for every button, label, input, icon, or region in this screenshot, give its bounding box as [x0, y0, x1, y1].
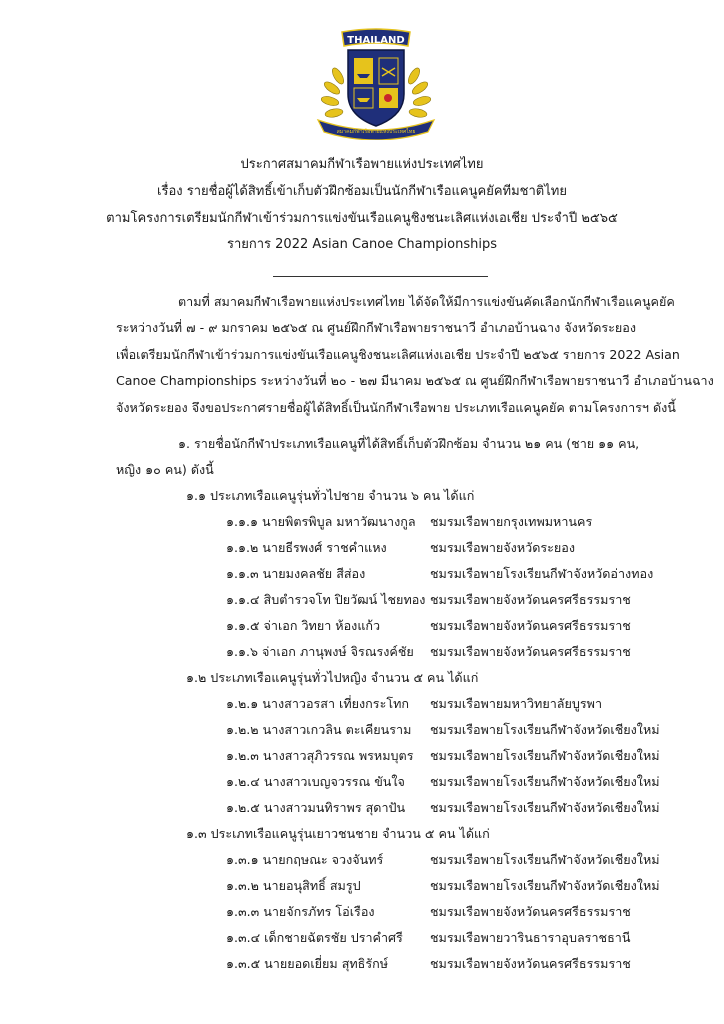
athlete-club: ชมรมเรือพายโรงเรียนกีฬาจังหวัดเชียงใหม่ [430, 878, 660, 893]
athlete-club: ชมรมเรือพายวารินธาราอุบลราชธานี [430, 930, 631, 945]
announcement-event: รายการ 2022 Asian Canoe Championships [226, 237, 498, 252]
athlete-name: ๑.๒.๔ นางสาวเบญจวรรณ ขันใจ [226, 774, 405, 789]
athlete-club: ชมรมเรือพายโรงเรียนกีฬาจังหวัดอ่างทอง [430, 566, 654, 581]
athlete-name: ๑.๑.๔ สิบตำรวจโท ปิยวัฒน์ ไชยทอง [226, 592, 426, 607]
intro-line: Canoe Championships ระหว่างวันที่ ๒๐ - ๒๗ มีนาคม ๒๕๖๕ ณ ศูนย์ฝึกกีฬาเรือพายราชนาวี อำเภอบ้านฉาง [116, 373, 714, 388]
announcement-project: ตามโครงการเตรียมนักกีฬาเข้าร่วมการแข่งขันเรือแคนูชิงชนะเลิศแห่งเอเชีย ประจำปี ๒๕๖๕ [106, 211, 618, 226]
item-1-heading-cont: หญิง ๑๐ คน) ดังนี้ [116, 462, 214, 477]
athlete-name: ๑.๓.๑ นายกฤษณะ จวงจันทร์ [226, 852, 384, 867]
athlete-club: ชมรมเรือพายจังหวัดนครศรีธรรมราช [430, 592, 631, 607]
athlete-name: ๑.๑.๕ จ่าเอก วิทยา ห้องแก้ว [226, 618, 381, 633]
header-divider [273, 276, 488, 277]
athlete-name: ๑.๑.๓ นายมงคลชัย สีส่อง [226, 566, 366, 581]
intro-line: ตามที่ สมาคมกีฬาเรือพายแห่งประเทศไทย ได้จัดให้มีการแข่งขันคัดเลือกนักกีฬาเรือแคนูคยัค [178, 294, 675, 309]
athlete-name: ๑.๓.๕ นายยอดเยี่ยม สุทธิรักษ์ [226, 956, 389, 971]
athlete-club: ชมรมเรือพายโรงเรียนกีฬาจังหวัดเชียงใหม่ [430, 722, 660, 737]
association-logo [308, 28, 444, 140]
athlete-name: ๑.๑.๑ นายพิตรพิบูล มหาวัฒนางกูล [226, 514, 416, 529]
item-1-heading: ๑. รายชื่อนักกีฬาประเภทเรือแคนูที่ได้สิทธิ์เก็บตัวฝึกซ้อม จำนวน ๒๑ คน (ชาย ๑๑ คน, [178, 436, 640, 451]
athlete-name: ๑.๓.๔ เด็กชายฉัตรชัย ปราคำศรี [226, 930, 403, 945]
athlete-name: ๑.๑.๖ จ่าเอก ภานุพงษ์ จิรณรงค์ชัย [226, 644, 414, 659]
section-title: ๑.๓ ประเภทเรือแคนูรุ่นเยาวชนชาย จำนวน ๕ คน ได้แก่ [186, 826, 490, 841]
athlete-club: ชมรมเรือพายมหาวิทยาลัยบูรพา [430, 696, 603, 711]
athlete-club: ชมรมเรือพายจังหวัดนครศรีธรรมราช [430, 904, 631, 919]
logo-ribbon-text: สมาคมกีฬาเรือพายแห่งประเทศไทย [336, 129, 416, 135]
athlete-club: ชมรมเรือพายโรงเรียนกีฬาจังหวัดเชียงใหม่ [430, 748, 660, 763]
athlete-club: ชมรมเรือพายโรงเรียนกีฬาจังหวัดเชียงใหม่ [430, 852, 660, 867]
logo-banner-text: THAILAND [347, 35, 405, 46]
athlete-name: ๑.๓.๓ นายจักรภัทร โอ่เรือง [226, 904, 375, 919]
athlete-name: ๑.๒.๕ นางสาวมนทิราพร สุดาปัน [226, 800, 406, 815]
athlete-club: ชมรมเรือพายโรงเรียนกีฬาจังหวัดเชียงใหม่ [430, 774, 660, 789]
athlete-club: ชมรมเรือพายโรงเรียนกีฬาจังหวัดเชียงใหม่ [430, 800, 660, 815]
athlete-name: ๑.๓.๒ นายอนุสิทธิ์ สมรูป [226, 878, 361, 893]
athlete-club: ชมรมเรือพายจังหวัดระยอง [430, 540, 576, 555]
athlete-name: ๑.๒.๒ นางสาวเกวลิน ตะเคียนราม [226, 722, 412, 737]
section-title: ๑.๑ ประเภทเรือแคนูรุ่นทั่วไปชาย จำนวน ๖ คน ได้แก่ [186, 488, 475, 503]
section-title: ๑.๒ ประเภทเรือแคนูรุ่นทั่วไปหญิง จำนวน ๕ คน ได้แก่ [186, 670, 479, 685]
athlete-club: ชมรมเรือพายจังหวัดนครศรีธรรมราช [430, 956, 631, 971]
intro-line: ระหว่างวันที่ ๗ - ๙ มกราคม ๒๕๖๕ ณ ศูนย์ฝึกกีฬาเรือพายราชนาวี อำเภอบ้านฉาง จังหวัดระยอง [116, 320, 636, 335]
athlete-club: ชมรมเรือพายจังหวัดนครศรีธรรมราช [430, 644, 631, 659]
athlete-club: ชมรมเรือพายกรุงเทพมหานคร [430, 514, 593, 529]
announcement-title: ประกาศสมาคมกีฬาเรือพายแห่งประเทศไทย [240, 157, 484, 172]
announcement-subject: เรื่อง รายชื่อผู้ได้สิทธิ์เข้าเก็บตัวฝึกซ้อมเป็นนักกีฬาเรือแคนูคยัคทีมชาติไทย [157, 184, 567, 199]
intro-line: เพื่อเตรียมนักกีฬาเข้าร่วมการแข่งขันเรือแคนูชิงชนะเลิศแห่งเอเชีย ประจำปี ๒๕๖๕ รายการ 2022 Asian [116, 347, 680, 362]
athlete-name: ๑.๒.๓ นางสาวสุภิวรรณ พรหมบุตร [226, 748, 414, 763]
athlete-club: ชมรมเรือพายจังหวัดนครศรีธรรมราช [430, 618, 631, 633]
athlete-name: ๑.๑.๒ นายธีรพงศ์ ราชคำแหง [226, 540, 387, 555]
athlete-name: ๑.๒.๑ นางสาวอรสา เที่ยงกระโทก [226, 696, 410, 711]
intro-line: จังหวัดระยอง จึงขอประกาศรายชื่อผู้ได้สิทธิ์เป็นนักกีฬาเรือพาย ประเภทเรือแคนูคยัค ตามโครงการฯ ดังนี้ [116, 400, 676, 415]
